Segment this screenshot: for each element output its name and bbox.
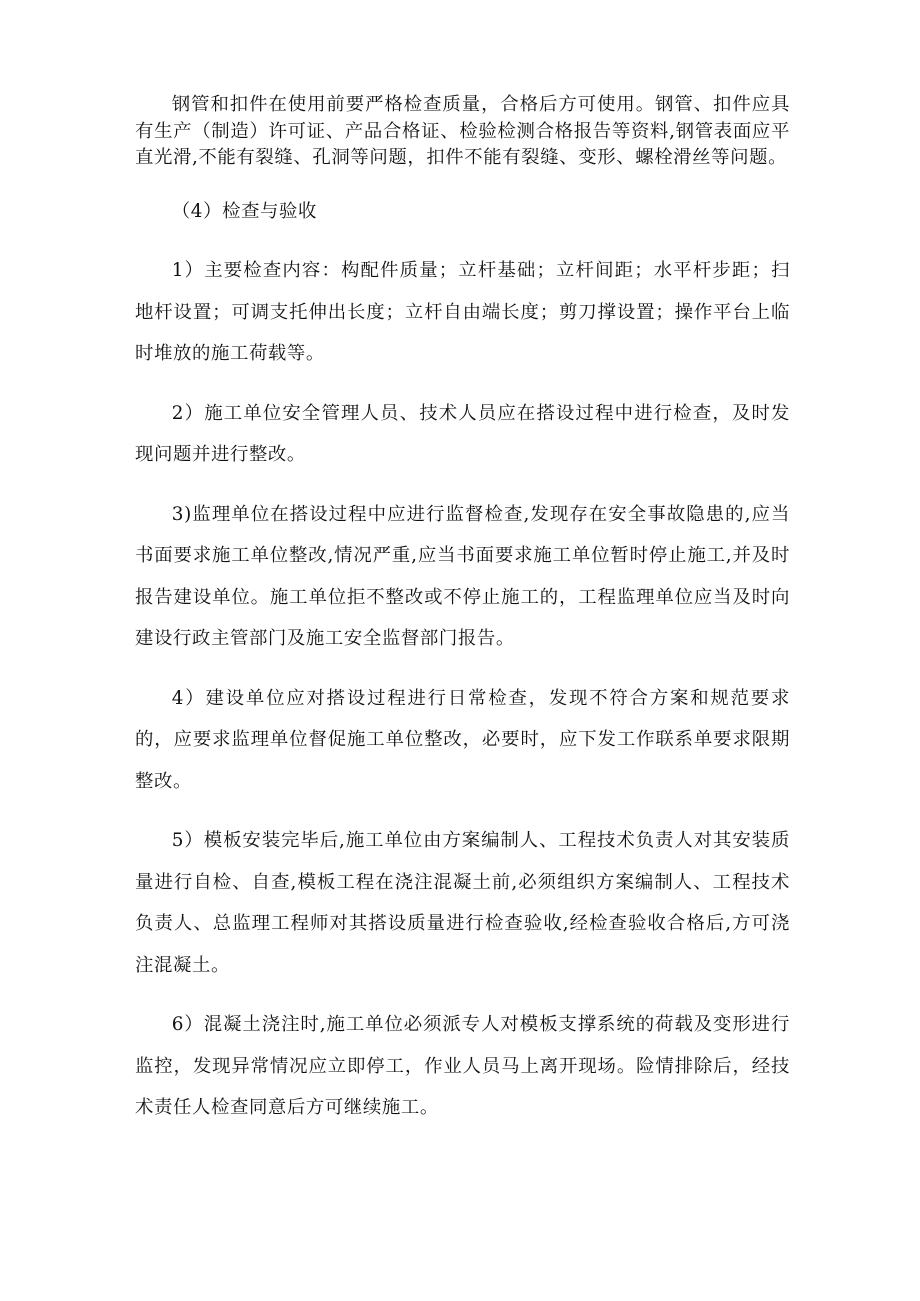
paragraph-item-6: 6）混凝土浇注时,施工单位必须派专人对模板支撑系统的荷载及变形进行监控，发现异常情况应立即停工，作业人员马上离开现场。险情排除后，经技术责任人检查同意后方可继续施工。 [135, 1014, 790, 1118]
paragraph-item-3: 3)监理单位在搭设过程中应进行监督检查,发现存在安全事故隐患的,应当书面要求施工单位整改,情况严重,应当书面要求施工单位暂时停止施工,并及时报告建设单位。施工单位拒不整改或不停止施工的，工程监理单位应当及时向建设行政主管部门及施工安全监督部门报告。 [135, 503, 790, 649]
paragraph-item-4: 4）建设单位应对搭设过程进行日常检查，发现不符合方案和规范要求的，应要求监理单位督促施工单位整改，必要时，应下发工作联系单要求限期整改。 [135, 687, 790, 792]
document-page [135, 92, 790, 1129]
paragraph-steel-pipe-inspection: 钢管和扣件在使用前要严格检查质量，合格后方可使用。钢管、扣件应具有生产（制造）许可证、产品合格证、检验检测合格报告等资料,钢管表面应平直光滑,不能有裂缝、孔洞等问题，扣件不能有裂缝、变形、螺栓滑丝等问题。 [135, 94, 790, 168]
paragraph-item-1: 1）主要检查内容：构配件质量；立杆基础；立杆间距；水平杆步距；扫地杆设置；可调支托伸出长度；立杆自由端长度；剪刀撑设置；操作平台上临时堆放的施工荷载等。 [135, 260, 790, 364]
section-heading-inspection-acceptance: （4）检查与验收 [171, 200, 318, 222]
paragraph-item-2: 2）施工单位安全管理人员、技术人员应在搭设过程中进行检查，及时发现问题并进行整改。 [135, 402, 790, 465]
paragraph-item-5: 5）模板安装完毕后,施工单位由方案编制人、工程技术负责人对其安装质量进行自检、自查,模板工程在浇注混凝土前,必须组织方案编制人、工程技术负责人、总监理工程师对其搭设质量进行检查验收,经检查验收合格后,方可浇注混凝土。 [135, 830, 790, 976]
